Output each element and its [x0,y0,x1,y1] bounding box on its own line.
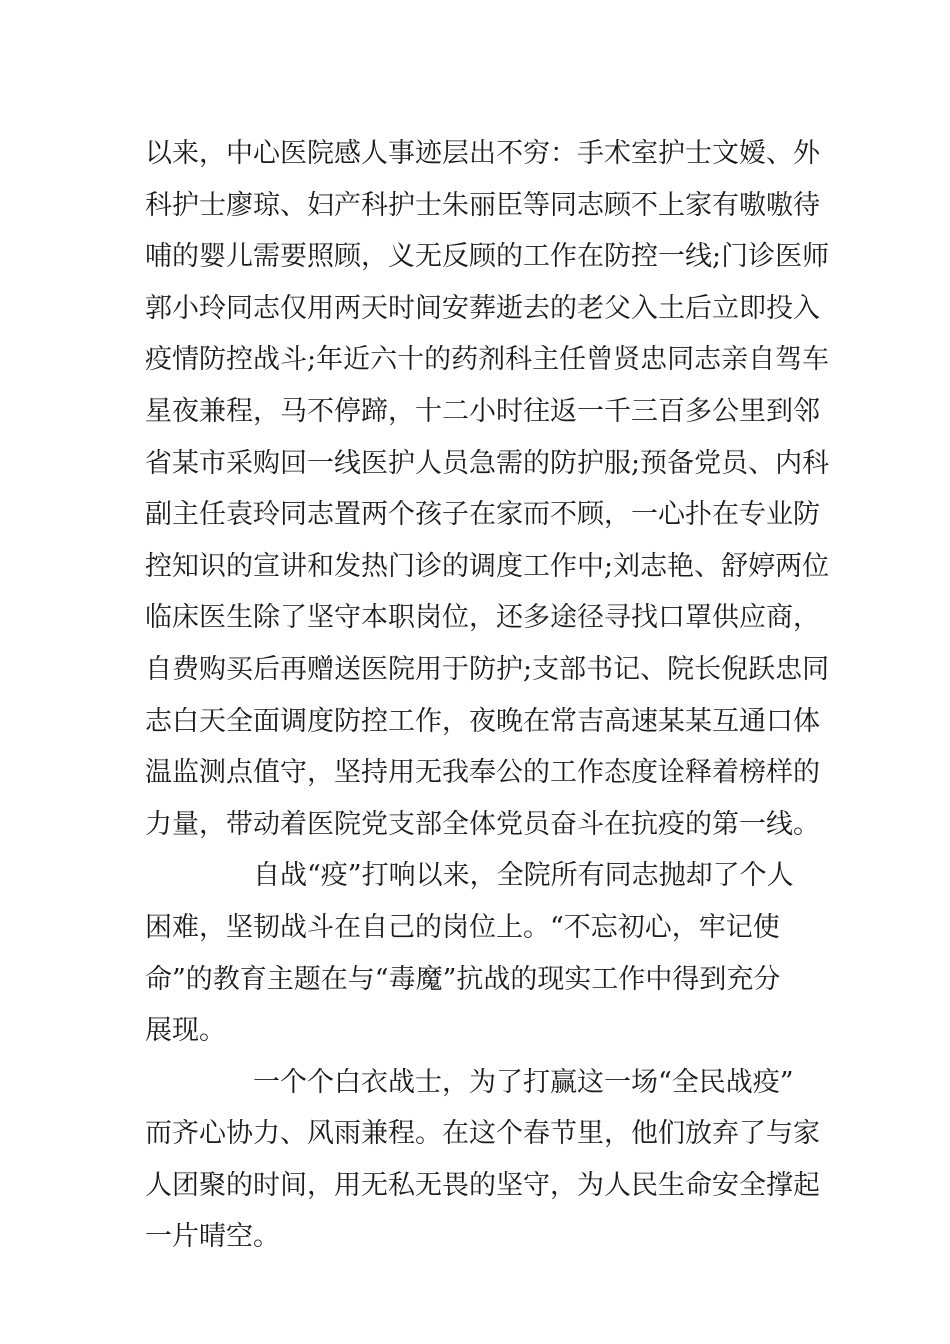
document-body [145,128,830,1263]
text-line: 志白天全面调度防控工作，夜晚在常吉高速某某互通口体 [145,705,820,737]
text-line: 省某市采购回一线医护人员急需的防护服;预备党员、内科 [145,447,830,479]
text-line: 疫情防控战斗;年近六十的药剂科主任曾贤忠同志亲自驾车 [145,344,830,376]
text-line: 科护士廖琼、妇产科护士朱丽臣等同志顾不上家有嗷嗷待 [145,189,820,221]
paragraph-3 [145,1057,825,1263]
text-line: 控知识的宣讲和发热门诊的调度工作中;刘志艳、舒婷两位 [145,550,830,582]
text-line: 以来，中心医院感人事迹层出不穷：手术室护士文嫒、外 [145,138,820,169]
paragraph-2 [145,850,825,1056]
text-line: 而齐心协力、风雨兼程。在这个春节里，他们放弃了与家 [145,1118,820,1150]
text-line: 一片晴空。 [145,1221,280,1253]
text-line: 副主任袁玲同志置两个孩子在家而不顾，一心扑在专业防 [145,499,820,531]
text-line: 自费购买后再赠送医院用于防护;支部书记、院长倪跃忠同 [145,653,830,685]
text-line: 力量，带动着医院党支部全体党员奋斗在抗疫的第一线。 [145,808,820,840]
text-line: 哺的婴儿需要照顾，义无反顾的工作在防控一线;门诊医师 [145,241,830,273]
paragraph-1 [145,128,830,850]
text-line: 温监测点值守，坚持用无我奉公的工作态度诠释着榜样的 [145,757,820,789]
text-line: 困难，坚韧战斗在自己的岗位上。“不忘初心，牢记使 [145,911,780,943]
text-line: 郭小玲同志仅用两天时间安葬逝去的老父入土后立即投入 [145,292,820,324]
text-line: 展现。 [145,1015,226,1047]
text-line: 临床医生除了坚守本职岗位，还多途径寻找口罩供应商， [145,602,820,634]
text-line: 星夜兼程，马不停蹄，十二小时往返一千三百多公里到邻 [145,395,820,427]
text-line: 自战“疫”打响以来，全院所有同志抛却了个人 [253,860,794,892]
text-line: 人团聚的时间，用无私无畏的坚守，为人民生命安全撑起 [145,1169,820,1201]
text-line: 命”的教育主题在与“毒魔”抗战的现实工作中得到充分 [145,963,781,995]
text-line: 一个个白衣战士，为了打赢这一场“全民战疫” [253,1066,794,1098]
